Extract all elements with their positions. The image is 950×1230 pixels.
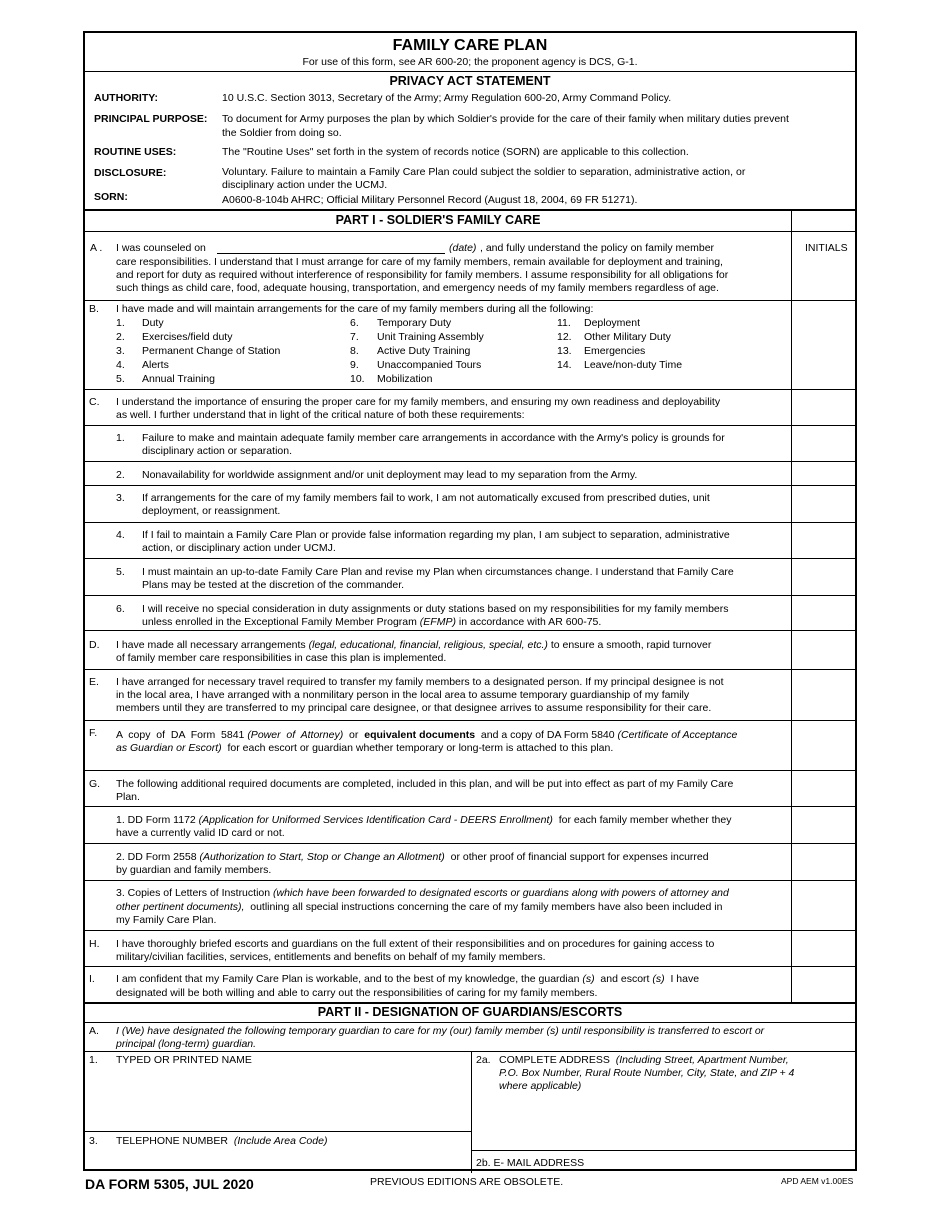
b-col1-n4: 4. — [116, 359, 125, 371]
c1-line1: Failure to make and maintain adequate family member care arrangements in accordance with the Army's policy is grounds for — [142, 432, 725, 444]
authority-text: 10 U.S.C. Section 3013, Secretary of the Army; Army Regulation 600-20, Army Command Policy. — [222, 92, 672, 104]
c2-line1: Nonavailability for worldwide assignment and/or unit deployment may lead to my separation from the Army. — [142, 469, 638, 481]
initials-g1-field[interactable] — [792, 807, 856, 842]
b-col3-n3: 13. — [557, 345, 572, 357]
item-a-line3: and report for duty as required without interference of responsibility for family members. I assume responsibility for all obligations for — [116, 269, 729, 281]
item-i-letter: I. — [89, 973, 95, 985]
item-h-letter: H. — [89, 938, 100, 950]
item-i-line1: I am confident that my Family Care Plan is workable, and to the best of my knowledge, the guardian (s) and escort (s) I have — [116, 973, 700, 985]
privacy-header: PRIVACY ACT STATEMENT — [389, 74, 551, 88]
g1-line1: 1. DD Form 1172 (Application for Uniformed Services Identification Card - DEERS Enrollment) for each family member whether they — [116, 814, 732, 826]
b-col1-n1: 1. — [116, 317, 125, 329]
field3-num: 3. — [89, 1135, 98, 1147]
b-col3-t3: Emergencies — [584, 345, 646, 357]
b-col1-n5: 5. — [116, 373, 125, 385]
b-col3-n1: 11. — [557, 317, 571, 329]
g2-line1: 2. DD Form 2558 (Authorization to Start, Stop or Change an Allotment) or other proof of financial support for expenses incurred — [116, 851, 709, 863]
b-col3-t2: Other Military Duty — [584, 331, 671, 343]
item-f-letter: F. — [89, 727, 98, 739]
form-number: DA FORM 5305, JUL 2020 — [85, 1176, 254, 1192]
item-a-line4: such things as child care, food, adequate housing, transportation, and emergency needs of my family members regardless of age. — [116, 282, 719, 294]
g3-line1: 3. Copies of Letters of Instruction (which have been forwarded to designated escorts or guardians along with powers of attorney and — [116, 887, 729, 899]
b-col2-n5: 10. — [350, 373, 365, 385]
item-e-letter: E. — [89, 676, 99, 688]
b-col1-t5: Annual Training — [142, 373, 215, 385]
initials-c2-field[interactable] — [792, 462, 856, 484]
c5-line1: I must maintain an up-to-date Family Care Plan and revise my Plan when circumstances change. I understand that Family Care — [142, 566, 734, 578]
routine-text: The "Routine Uses" set forth in the system of records notice (SORN) are applicable to this collection. — [222, 146, 689, 158]
routine-label: ROUTINE USES: — [94, 146, 177, 158]
disclosure-text-1: Voluntary. Failure to maintain a Family Care Plan could subject the soldier to separation, administrative action, or — [222, 166, 746, 178]
initials-h-field[interactable] — [792, 931, 856, 965]
disclosure-text-2: disciplinary action under the UCMJ. — [222, 179, 388, 191]
c3-line1: If arrangements for the care of my family members fail to work, I am not automatically excused from prescribed duties, unit — [142, 492, 710, 504]
c6-line1: I will receive no special consideration in duty assignments or duty stations based on my responsibilities for my family members — [142, 603, 729, 615]
field2a-num: 2a. — [476, 1054, 491, 1066]
c1-line2: disciplinary action or separation. — [142, 445, 292, 457]
b-col1-n3: 3. — [116, 345, 125, 357]
counseled-date-field[interactable] — [217, 240, 445, 254]
item-g-letter: G. — [89, 778, 101, 790]
item-a-date-label: (date) — [449, 242, 477, 254]
item-a-line2: care responsibilities. I understand that I must arrange for care of my family members, remain available for deployment and training, — [116, 256, 723, 268]
disclosure-label: DISCLOSURE: — [94, 167, 167, 179]
initials-c4-field[interactable] — [792, 523, 856, 557]
form-title: FAMILY CARE PLAN — [392, 37, 548, 54]
address-label: COMPLETE ADDRESS (Including Street, Apartment Number, — [499, 1054, 789, 1066]
c4-line1: If I fail to maintain a Family Care Plan or provide false information regarding my plan, I am subject to separation, administrative — [142, 529, 730, 541]
b-col3-n2: 12. — [557, 331, 572, 343]
c2-num: 2. — [116, 469, 125, 481]
email-field[interactable] — [585, 1154, 853, 1170]
g1-line2: have a currently valid ID card or not. — [116, 827, 285, 839]
b-col1-t1: Duty — [142, 317, 164, 329]
item-c-line1: I understand the importance of ensuring the proper care for my family members, and ensuring my own readiness and deployability — [116, 396, 721, 408]
initials-c6-field[interactable] — [792, 596, 856, 629]
g3-line3: my Family Care Plan. — [116, 914, 217, 926]
item-c-line2: as well. I further understand that in light of the critical nature of both these requirements: — [116, 409, 525, 421]
c3-line2: deployment, or reassignment. — [142, 505, 281, 517]
item-g-line1: The following additional required documents are completed, included in this plan, and will be put into effect as part of my Family Care — [116, 778, 734, 790]
authority-label: AUTHORITY: — [94, 92, 158, 104]
b-col2-n1: 6. — [350, 317, 359, 329]
item-a-pre: I was counseled on — [116, 242, 206, 254]
initials-c1-field[interactable] — [792, 426, 856, 460]
purpose-text-1: To document for Army purposes the plan by which Soldier's provide for the care of their family when military duties prevent — [222, 113, 789, 125]
item-e-line2: in the local area, I have arranged with a nonmilitary person in the local area to assume temporary guardianship of my family — [116, 689, 690, 701]
b-col3-n4: 14. — [557, 359, 572, 371]
item-a-post: , and fully understand the policy on family member — [480, 242, 715, 254]
b-col2-n4: 9. — [350, 359, 359, 371]
name-field[interactable] — [116, 1069, 466, 1127]
form-subtitle: For use of this form, see AR 600-20; the proponent agency is DCS, G-1. — [302, 56, 638, 68]
b-col1-t2: Exercises/field duty — [142, 331, 233, 343]
previous-editions-note: PREVIOUS EDITIONS ARE OBSOLETE. — [370, 1176, 564, 1188]
c6-line2: unless enrolled in the Exceptional Family Member Program (EFMP) in accordance with AR 600-75. — [142, 616, 602, 628]
c6-num: 6. — [116, 603, 125, 615]
purpose-label: PRINCIPAL PURPOSE: — [94, 113, 208, 125]
c5-line2: Plans may be tested at the discretion of the commander. — [142, 579, 405, 591]
item-d-line2: of family member care responsibilities in case this plan is implemented. — [116, 652, 447, 664]
field1-num: 1. — [89, 1054, 98, 1066]
g2-line2: by guardian and family members. — [116, 864, 272, 876]
b-col2-t4: Unaccompanied Tours — [377, 359, 482, 371]
item-g-line2: Plan. — [116, 791, 140, 803]
initials-g2-field[interactable] — [792, 844, 856, 879]
item-f-line1: A copy of DA Form 5841 (Power of Attorney) or equivalent documents and a copy of DA Form 5840 (Certificate of Acceptance — [116, 729, 738, 741]
form-version: APD AEM v1.00ES — [781, 1176, 854, 1186]
b-col2-n2: 7. — [350, 331, 359, 343]
initials-g3-field[interactable] — [792, 881, 856, 929]
address-field[interactable] — [476, 1095, 854, 1145]
initials-label: INITIALS — [805, 242, 848, 254]
phone-label: TELEPHONE NUMBER (Include Area Code) — [116, 1135, 328, 1147]
part2-a-letter: A. — [89, 1025, 99, 1037]
item-a-letter: A . — [90, 242, 103, 254]
part2-header: PART II - DESIGNATION OF GUARDIANS/ESCORTS — [317, 1005, 623, 1019]
c5-num: 5. — [116, 566, 125, 578]
c4-line2: action, or disciplinary action under UCMJ. — [142, 542, 336, 554]
g3-line2: other pertinent documents), outlining all special instructions concerning the care of my family members have also been included in — [116, 901, 723, 913]
email-label: 2b. E- MAIL ADDRESS — [476, 1157, 585, 1169]
b-col2-t1: Temporary Duty — [377, 317, 452, 329]
item-h-line2: military/civilian facilities, services, entitlements and benefits on behalf of my family members. — [116, 951, 546, 963]
address-hint-2: P.O. Box Number, Rural Route Number, City, State, and ZIP + 4 — [499, 1067, 795, 1079]
c1-num: 1. — [116, 432, 125, 444]
item-b-intro: I have made and will maintain arrangements for the care of my family members during all the following: — [116, 303, 594, 315]
initials-g-field[interactable] — [792, 771, 856, 805]
item-e-line1: I have arranged for necessary travel required to transfer my family members to a designated person. If my principal designee is not — [116, 676, 724, 688]
item-i-line2: designated will be both willing and able to carry out the responsibilities of caring for my family members. — [116, 987, 598, 999]
part1-header: PART I - SOLDIER'S FAMILY CARE — [335, 213, 541, 227]
phone-field[interactable] — [116, 1149, 466, 1169]
initials-b-field[interactable] — [792, 301, 856, 387]
item-d-line1: I have made all necessary arrangements (legal, educational, financial, religious, special, etc.) to ensure a smooth, rapid turnover — [116, 639, 712, 651]
part2-a-line1: I (We) have designated the following temporary guardian to care for my (our) family member (s) until responsibility is transferred to escort or — [116, 1025, 765, 1037]
item-f-line2: as Guardian or Escort) for each escort or guardian whether temporary or long-term is attached to this plan. — [116, 742, 614, 754]
sorn-label: SORN: — [94, 191, 128, 203]
item-c-letter: C. — [89, 396, 100, 408]
initials-c-field[interactable] — [792, 390, 856, 424]
initials-c3-field[interactable] — [792, 486, 856, 521]
b-col2-n3: 8. — [350, 345, 359, 357]
initials-c5-field[interactable] — [792, 559, 856, 594]
c3-num: 3. — [116, 492, 125, 504]
initials-f-field[interactable] — [792, 721, 856, 769]
item-b-letter: B. — [89, 303, 99, 315]
initials-e-field[interactable] — [792, 670, 856, 719]
b-col3-t4: Leave/non-duty Time — [584, 359, 683, 371]
initials-a-field[interactable] — [792, 232, 856, 298]
b-col1-n2: 2. — [116, 331, 125, 343]
initials-i-field[interactable] — [792, 967, 856, 1001]
item-h-line1: I have thoroughly briefed escorts and guardians on the full extent of their responsibilities and on procedures for gaining access to — [116, 938, 715, 950]
name-label: TYPED OR PRINTED NAME — [116, 1054, 252, 1066]
item-e-line3: members until they are transferred to my principal care designee, or that designee arrives to assume responsibility for their care. — [116, 702, 712, 714]
b-col2-t5: Mobilization — [377, 373, 433, 385]
b-col2-t2: Unit Training Assembly — [377, 331, 484, 343]
sorn-text: A0600-8-104b AHRC; Official Military Personnel Record (August 18, 2004, 69 FR 51271). — [222, 194, 638, 206]
b-col2-t3: Active Duty Training — [377, 345, 471, 357]
item-d-letter: D. — [89, 639, 100, 651]
part2-a-line2: principal (long-term) guardian. — [116, 1038, 257, 1050]
b-col1-t3: Permanent Change of Station — [142, 345, 281, 357]
b-col1-t4: Alerts — [142, 359, 169, 371]
form-frame — [83, 31, 857, 1171]
purpose-text-2: the Soldier from doing so. — [222, 127, 342, 139]
c4-num: 4. — [116, 529, 125, 541]
address-hint-3: where applicable) — [499, 1080, 582, 1092]
initials-d-field[interactable] — [792, 631, 856, 668]
b-col3-t1: Deployment — [584, 317, 641, 329]
